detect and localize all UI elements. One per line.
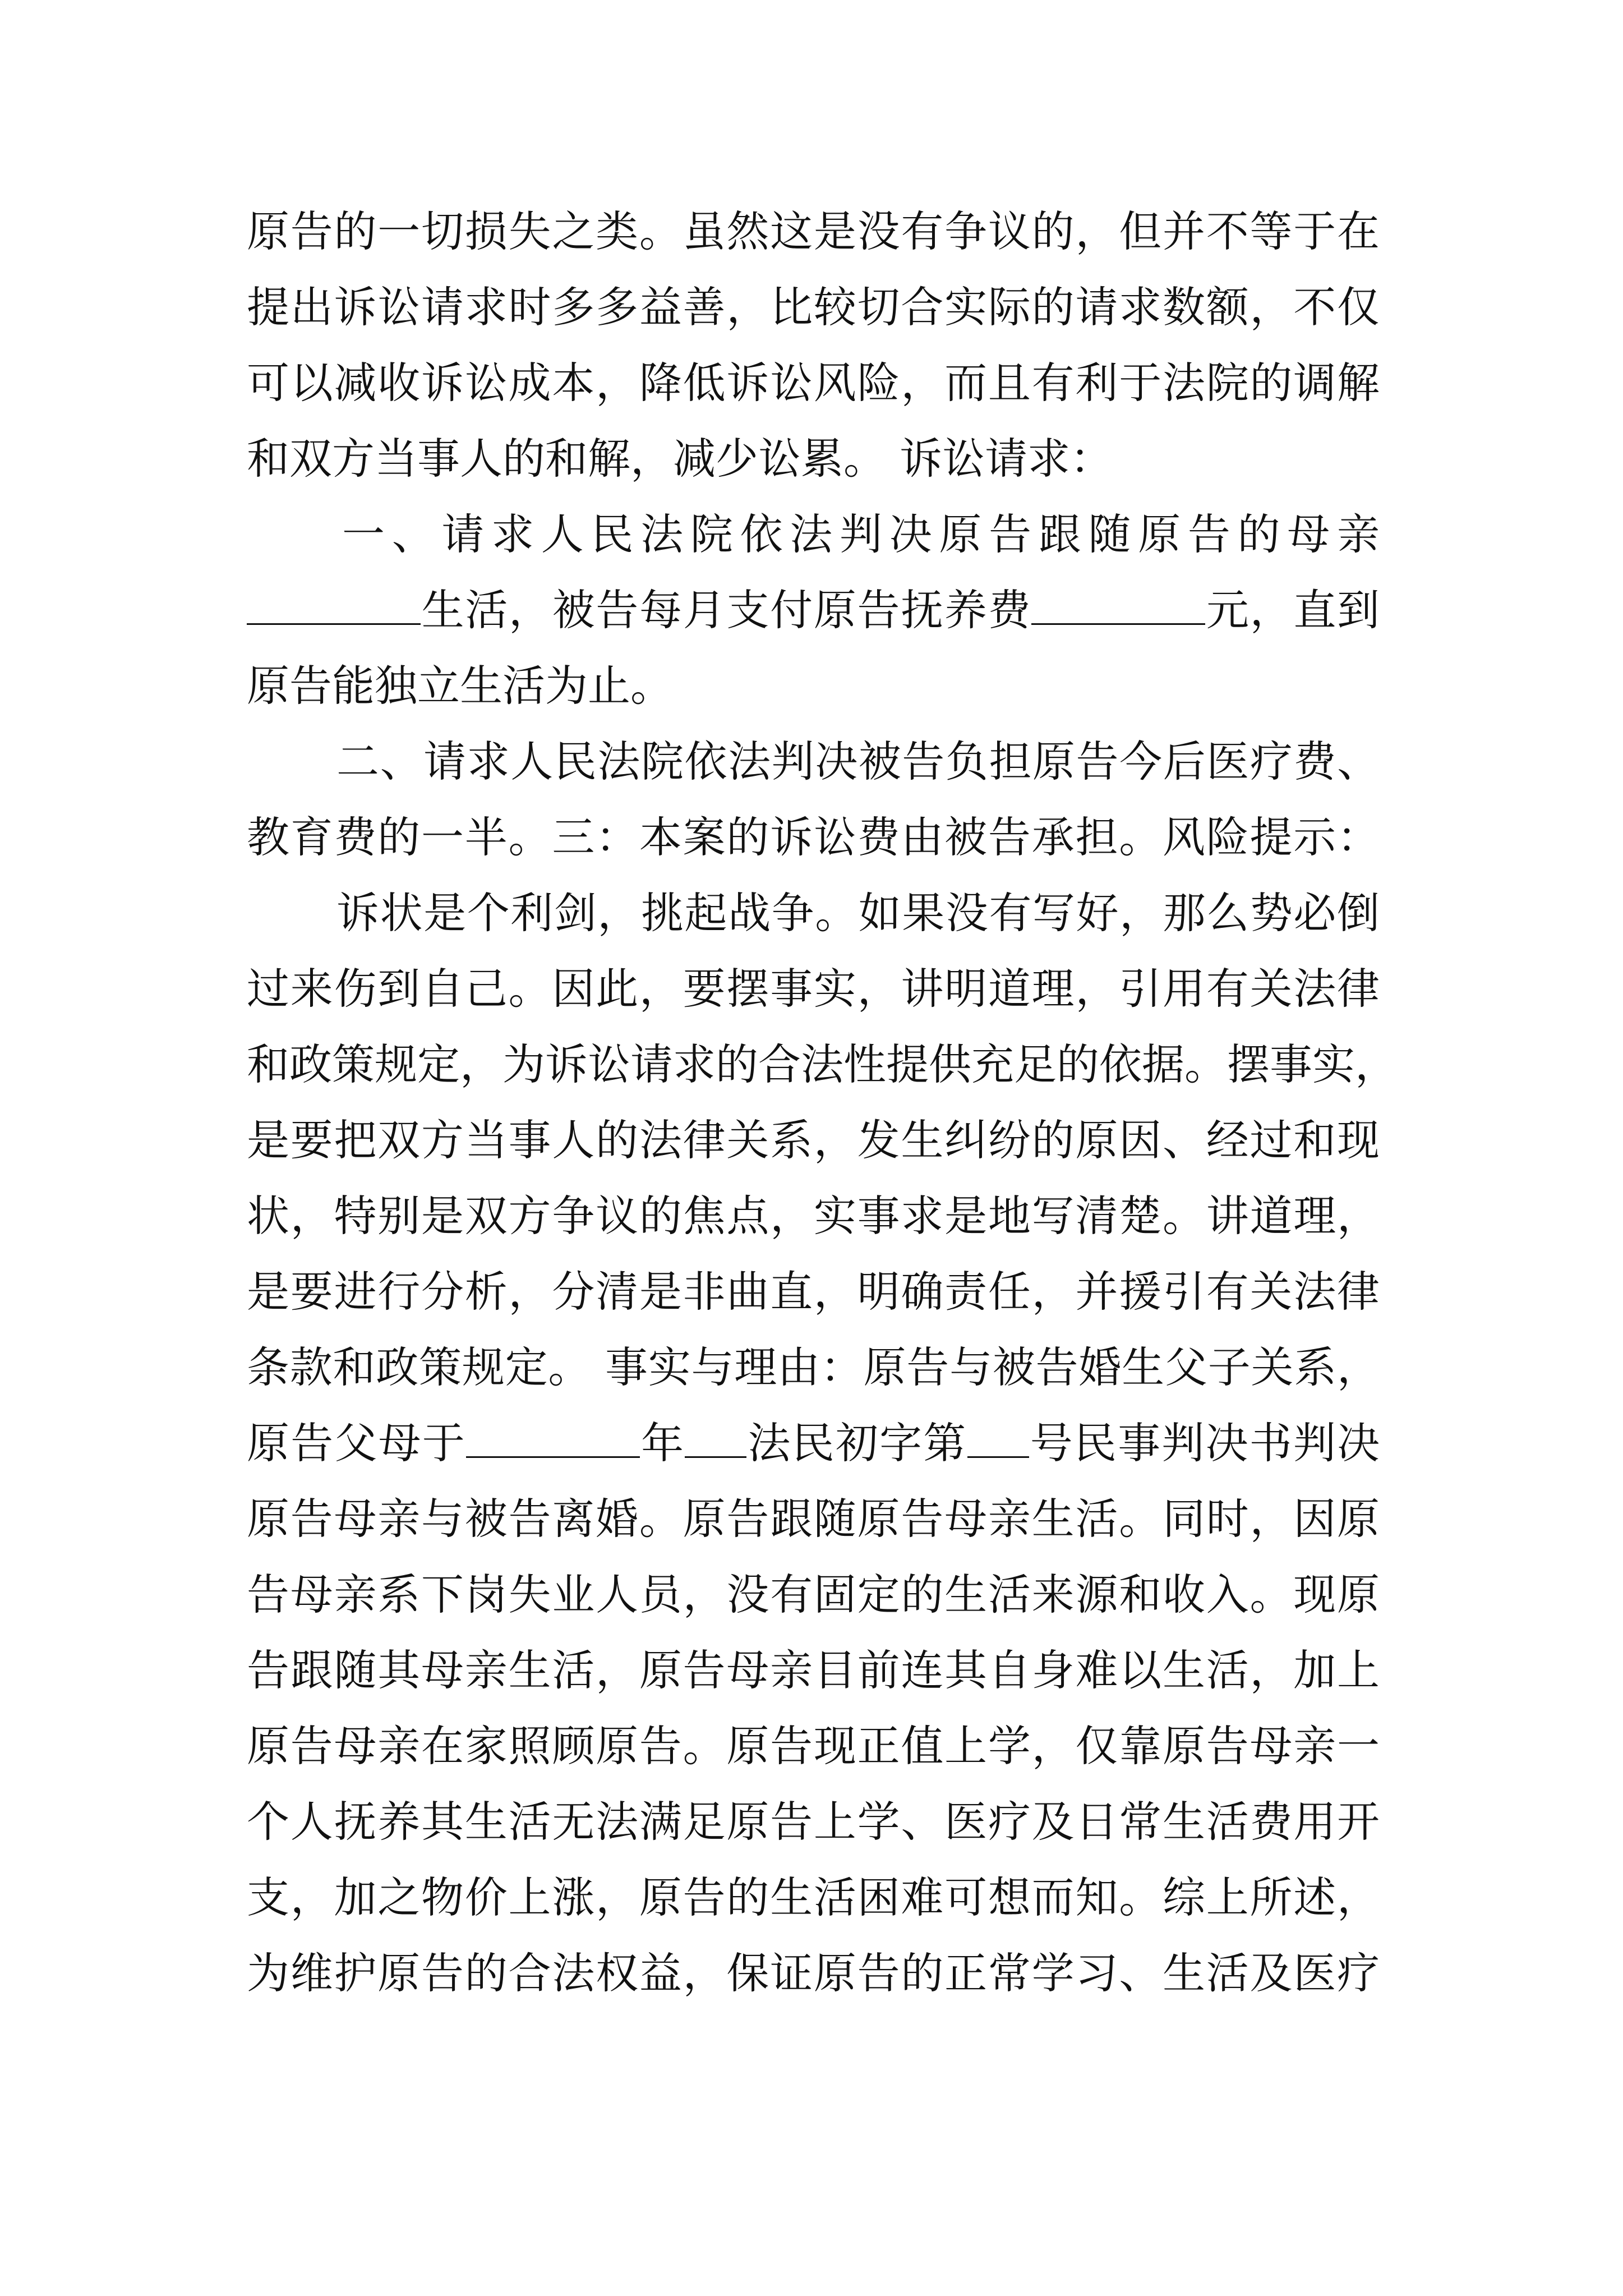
text-line: 告跟随其母亲生活，原告母亲目前连其自身难以生活，加上	[247, 1645, 1380, 1695]
text-segment: 年	[639, 1418, 685, 1468]
text-line: 和政策规定，为诉讼请求的合法性提供充足的依据。摆事实，	[247, 1039, 1398, 1089]
text-segment: 元，直到	[1205, 585, 1380, 635]
text-line: 状，特别是双方争议的焦点，实事求是地写清楚。讲道理，	[247, 1191, 1380, 1241]
text-line: 原告母亲在家照顾原告。原告现正值上学，仅靠原告母亲一	[247, 1721, 1380, 1771]
text-line-with-blanks	[247, 572, 1380, 648]
text-line: 条款和政策规定。 事实与理由：原告与被告婚生父子关系，	[247, 1342, 1380, 1392]
fill-in-blank[interactable]	[1031, 588, 1205, 625]
text-line: 是要进行分析，分清是非曲直，明确责任，并援引有关法律	[247, 1267, 1380, 1317]
text-line: 个人抚养其生活无法满足原告上学、医疗及日常生活费用开	[247, 1797, 1380, 1847]
text-line-with-blanks	[247, 1405, 1380, 1481]
text-segment: 原告父母于	[247, 1418, 466, 1468]
text-line: 可以减收诉讼成本，降低诉讼风险，而且有利于法院的调解	[247, 358, 1380, 408]
text-line: 告母亲系下岗失业人员，没有固定的生活来源和收入。现原	[247, 1570, 1380, 1619]
document-body	[247, 194, 1398, 2011]
fill-in-blank[interactable]	[247, 588, 421, 625]
text-line: 原告能独立生活为止。	[247, 661, 673, 711]
claim-item-2: 二、请求人民法院依法判决被告负担原告今后医疗费、	[336, 737, 1380, 786]
text-line: 教育费的一半。三：本案的诉讼费由被告承担。风险提示：	[247, 812, 1380, 862]
text-line: 和双方当事人的和解，减少讼累。 诉讼请求：	[247, 434, 1113, 484]
fill-in-blank[interactable]	[466, 1421, 640, 1458]
paragraph-start: 诉状是个利剑，挑起战争。如果没有写好，那么势必倒	[336, 888, 1380, 938]
text-line: 原告母亲与被告离婚。原告跟随原告母亲生活。同时，因原	[247, 1494, 1380, 1544]
fill-in-blank[interactable]	[967, 1421, 1029, 1458]
fill-in-blank[interactable]	[685, 1421, 746, 1458]
text-segment: 生活，被告每月支付原告抚养费	[421, 585, 1032, 635]
claim-item-1: 一、请求人民法院依法判决原告跟随原告的母亲	[342, 509, 1380, 559]
text-line: 为维护原告的合法权益，保证原告的正常学习、生活及医疗	[247, 1948, 1380, 1998]
text-line: 原告的一切损失之类。虽然这是没有争议的，但并不等于在	[247, 206, 1380, 256]
text-segment: 号民事判决书判决	[1029, 1418, 1380, 1468]
text-line: 过来伤到自己。因此，要摆事实，讲明道理，引用有关法律	[247, 964, 1380, 1014]
text-segment: 法民初字第	[746, 1418, 967, 1468]
text-line: 支，加之物价上涨，原告的生活困难可想而知。综上所述，	[247, 1872, 1380, 1922]
text-line: 是要把双方当事人的法律关系，发生纠纷的原因、经过和现	[247, 1115, 1380, 1165]
text-line: 提出诉讼请求时多多益善，比较切合实际的请求数额，不仅	[247, 282, 1380, 332]
